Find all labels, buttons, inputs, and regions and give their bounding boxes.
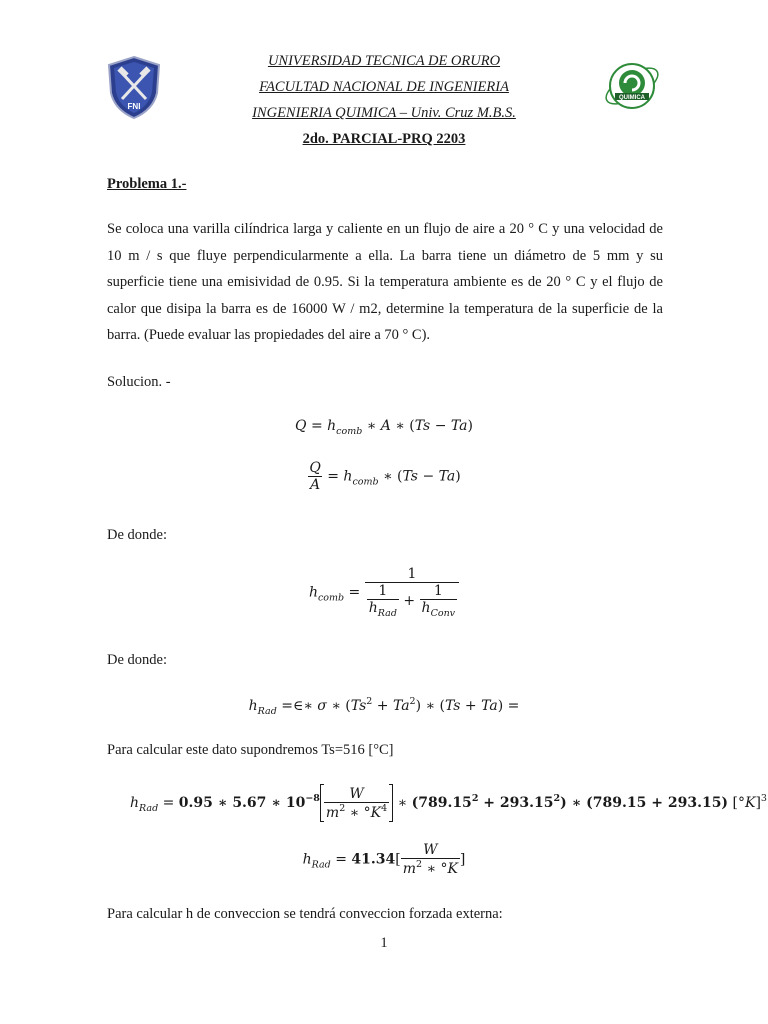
de-donde-label-1: De donde: [107, 527, 167, 543]
equation-heat-flux: $\frac{Q}{A}$ = $h_{comb}$ ∗ (Ts − Ta) [309, 460, 461, 493]
convection-intro: Para calcular h de conveccion se tendrá conveccion forzada externa: [107, 906, 503, 922]
equation-heat-flow: $Q = h_{comb}$ ∗ A ∗ (Ts − Ta) [295, 418, 473, 437]
equation-h-rad-numeric: $h_{Rad} = 0.95$ ∗ 5.67 ∗ $10^{-8}$ $\frac{W}{m^2 ∗ ^\circ K^4}$ ∗ $(789.15^2 + 293.15^2)$ ∗ (789.15 + 293.15) $[^\circ K]^3$ [130, 785, 767, 821]
equation-h-rad-result: $h_{Rad} = 41.34$[ $\frac{W}{m^2 ∗ ^\circ K}$ ] [302, 842, 466, 877]
page-number: 1 [380, 935, 388, 951]
chem-logo-text: QUIMICA [619, 95, 645, 101]
solution-label: Solucion. - [107, 374, 171, 390]
problem-statement: Se coloca una varilla cilíndrica larga y caliente en un flujo de aire a 20 ° C y una velocidad de 10 m / s que fluye perpendicularmente a ella. La barra tiene un diámetro de 5 mm y su superficie tiene una emisividad de 0.95. Si la temperatura ambiente es de 20 ° C y el flujo de calor que disipa la barra es de 16000 W / m2, determine la temperatura de la superficie de la barra. (Puede evaluar las propiedades del aire a 70 ° C). [107, 221, 663, 344]
equation-h-rad: $h_{Rad}$ =∈∗ σ ∗ $(Ts^2 + Ta^2)$ ∗ (Ts + Ta) = [248, 696, 520, 717]
problem-heading: Problema 1.- [107, 176, 187, 192]
shield-logo-text: FNI [127, 102, 141, 111]
de-donde-label-2: De donde: [107, 652, 167, 668]
department-name: INGENIERIA QUIMICA – Univ. Cruz M.B.S. [252, 105, 516, 121]
assumption-text: Para calcular este dato supondremos Ts=516 [°C] [107, 742, 394, 758]
equation-h-comb: $h_{comb}$ = 1 $\frac{1}{h_{Rad}}$ + $\frac{1}{h_{Conv}}$ [0, 566, 768, 619]
university-name: UNIVERSIDAD TECNICA DE ORURO [267, 53, 501, 69]
faculty-name: FACULTAD NACIONAL DE INGENIERIA [259, 79, 509, 95]
exam-title: 2do. PARCIAL-PRQ 2203 [302, 131, 466, 147]
